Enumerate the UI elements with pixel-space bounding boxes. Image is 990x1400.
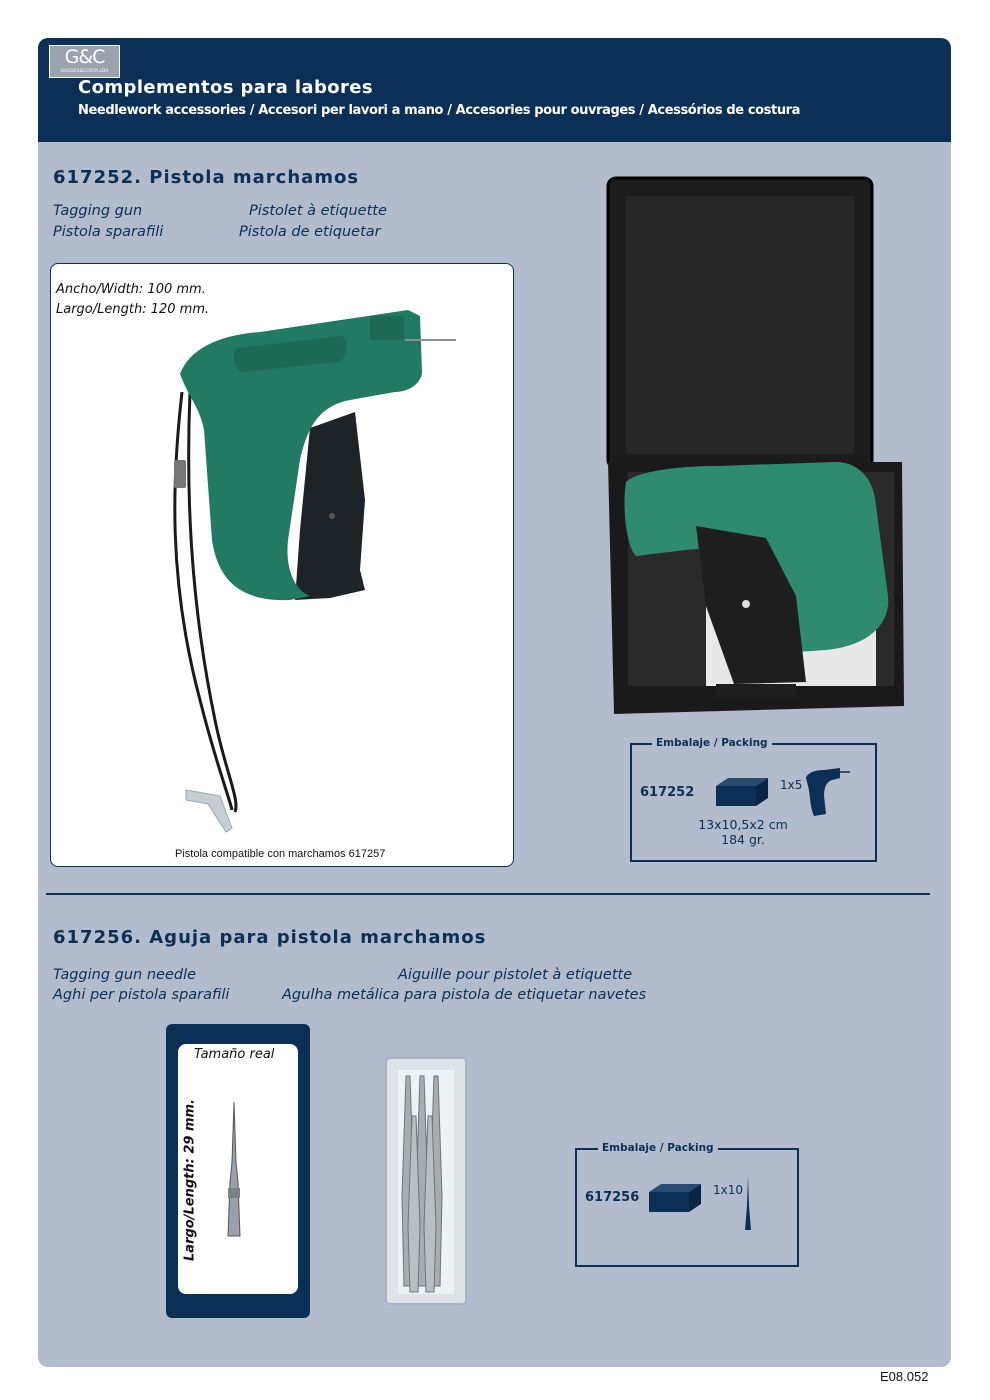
gun-case-image (606, 176, 908, 718)
box-icon (649, 1182, 701, 1214)
product1-name-it: Pistola sparafili (53, 224, 164, 240)
packing-qty-2: 1x10 (713, 1183, 744, 1197)
product1-name-en: Tagging gun (53, 203, 143, 219)
product1-name-pt: Pistola de etiquetar (239, 224, 381, 240)
page-subtitle: Needlework accessories / Accesori per lavori a mano / Accesories pour ouvrages / Acessórios de costura (78, 103, 801, 118)
packing-dimensions-1 (690, 817, 796, 847)
product1-name-fr: Pistolet à etiquette (249, 203, 387, 219)
logo-subtext: GUEDES&COSTA,LDA (60, 69, 109, 74)
product2-name-pt: Agulha metálica para pistola de etiquetar navetes (282, 987, 647, 1003)
product1-title: 617252. Pistola marchamos (53, 167, 360, 188)
tagging-gun-image (160, 300, 480, 840)
product1-width: Ancho/Width: 100 mm. (56, 282, 206, 297)
packing-size: 13x10,5x2 cm (698, 817, 788, 832)
needle-icon (743, 1176, 753, 1232)
packing-code-1: 617252 (640, 785, 695, 800)
company-logo (49, 45, 120, 78)
product1-length: Largo/Length: 120 mm. (56, 302, 210, 317)
product2-name-en: Tagging gun needle (53, 967, 197, 983)
needle-pack-image (384, 1056, 468, 1306)
gun-icon (804, 768, 850, 818)
needle-real-size-image (224, 1102, 244, 1242)
box-icon (716, 776, 768, 808)
packing-qty-1: 1x5 (780, 778, 803, 792)
product2-title: 617256. Aguja para pistola marchamos (53, 927, 487, 948)
needle-length: Largo/Length: 29 mm. (182, 1099, 198, 1261)
product2-name-it: Aghi per pistola sparafili (53, 987, 230, 1003)
page-title: Complementos para labores (78, 77, 374, 98)
packing-label-1: Embalaje / Packing (652, 737, 772, 749)
packing-weight: 184 gr. (721, 832, 765, 847)
page-number: E08.052 (880, 1369, 929, 1384)
product2-name-fr: Aiguille pour pistolet à etiquette (398, 967, 633, 983)
real-size-label: Tamaño real (194, 1047, 275, 1062)
section-divider (46, 893, 930, 895)
product1-caption: Pistola compatible con marchamos 617257 (175, 848, 386, 860)
logo-text: G&C (64, 46, 105, 68)
packing-label-2: Embalaje / Packing (598, 1142, 718, 1154)
packing-code-2: 617256 (585, 1190, 640, 1205)
